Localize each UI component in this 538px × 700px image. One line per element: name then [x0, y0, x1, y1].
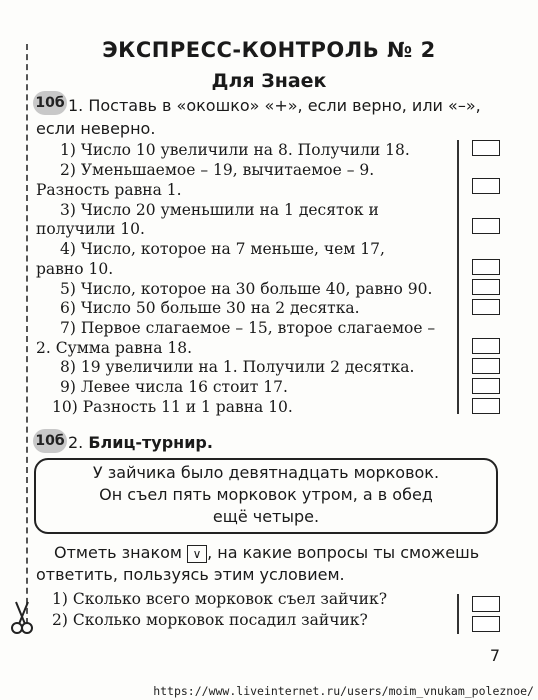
answer-box-10[interactable]: [472, 398, 500, 414]
task2-heading: [68, 433, 213, 452]
scissors-icon: [10, 600, 34, 640]
answer-box-6[interactable]: [472, 299, 500, 315]
page-subtitle: Для Знаек: [211, 70, 327, 92]
answer-box-3[interactable]: [472, 218, 500, 234]
answer-box-9[interactable]: [472, 378, 500, 394]
question-column-line: [457, 594, 459, 634]
answer-box-5[interactable]: [472, 279, 500, 295]
statement-5: 5) Число, которое на 30 больше 40, равно 90.: [60, 280, 433, 298]
statement-7: 7) Первое слагаемое – 15, второе слагаемое –: [60, 319, 436, 337]
task1-instruction-line2: если неверно.: [36, 119, 156, 138]
task2-number: 2.: [68, 433, 89, 452]
statement-3: 3) Число 20 уменьшили на 1 десяток и: [60, 201, 379, 219]
statement-2-cont: Разность равна 1.: [36, 181, 182, 199]
answer-box-4[interactable]: [472, 259, 500, 275]
page-title: ЭКСПРЕСС-КОНТРОЛЬ № 2: [102, 38, 436, 62]
statement-1: 1) Число 10 увеличили на 8. Получили 18.: [60, 141, 410, 159]
story-line-3: ещё четыре.: [212, 507, 320, 526]
points-badge-task1: 10б: [33, 91, 67, 115]
task2-title: Блиц-турнир.: [88, 433, 213, 452]
footer-url: https://www.liveinternet.ru/users/moim_vnukam_poleznoe/: [153, 684, 534, 698]
statement-10: 10) Разность 11 и 1 равна 10.: [52, 398, 293, 416]
instr-after: , на какие вопросы ты сможешь: [207, 543, 480, 562]
instr-before: Отметь знаком: [54, 543, 182, 562]
question-2: 2) Сколько морковок посадил зайчик?: [52, 611, 368, 629]
story-line-1: У зайчика было девятнадцать морковок.: [92, 463, 440, 482]
statement-8: 8) 19 увеличили на 1. Получили 2 десятка.: [60, 358, 415, 376]
answer-box-1[interactable]: [472, 140, 500, 156]
question-box-2[interactable]: [472, 616, 500, 632]
page-number: 7: [489, 646, 500, 665]
question-box-1[interactable]: [472, 596, 500, 612]
question-1: 1) Сколько всего морковок съел зайчик?: [52, 590, 387, 608]
answer-column-line: [457, 140, 459, 414]
task1-instruction-line1: 1. Поставь в «окошко» «+», если верно, или «–»,: [68, 96, 481, 115]
task2-instruction-line1: [54, 543, 479, 563]
statement-3-cont: получили 10.: [36, 220, 145, 238]
statement-4-cont: равно 10.: [36, 260, 114, 278]
answer-box-8[interactable]: [472, 358, 500, 374]
story-line-2: Он съел пять морковок утром, а в обед: [99, 485, 433, 504]
task2-instruction-line2: ответить, пользуясь этим условием.: [36, 565, 345, 584]
statement-6: 6) Число 50 больше 30 на 2 десятка.: [60, 299, 360, 317]
checkmark-icon: ∨: [187, 545, 207, 563]
answer-box-7[interactable]: [472, 338, 500, 354]
statement-9: 9) Левее числа 16 стоит 17.: [60, 378, 288, 396]
statement-2: 2) Уменьшаемое – 19, вычитаемое – 9.: [60, 161, 375, 179]
points-badge-task2: 10б: [33, 429, 67, 453]
statement-7-cont: 2. Сумма равна 18.: [36, 339, 193, 357]
margin-dashed-line: [26, 44, 28, 624]
answer-box-2[interactable]: [472, 178, 500, 194]
statement-4: 4) Число, которое на 7 меньше, чем 17,: [60, 240, 385, 258]
